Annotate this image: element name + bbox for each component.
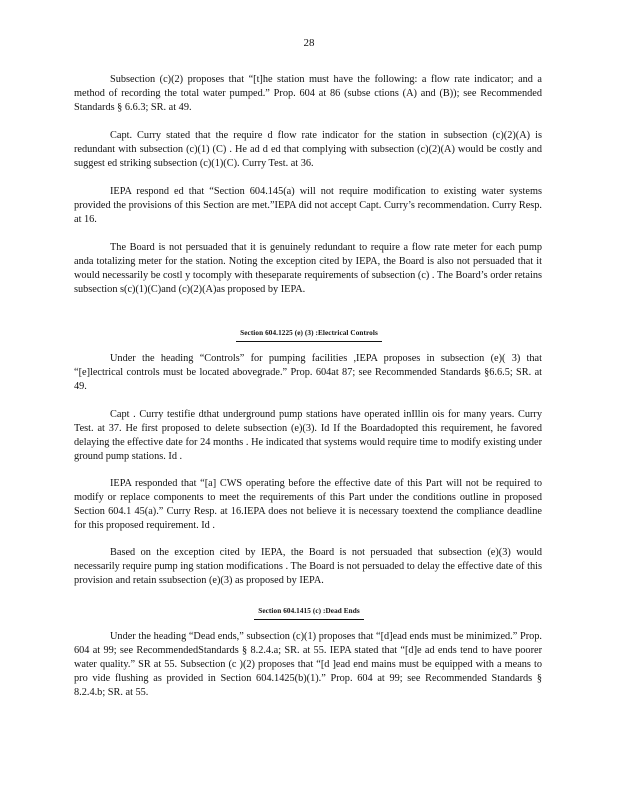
- heading-text: Section 604.1415 (c) :Dead Ends: [254, 604, 364, 620]
- paragraph-underground-pump-stations: Capt . Curry testifie dthat underground pump stations have operated inIllin ois for many years. Curry Test. at 37. He first proposed to delete subsection (e)(3). Id If the Boardadopted this requirement, he favored delaying the effective date for 24 months . He indicated that systems would require time to modify existing under ground pump stations. Id .: [74, 409, 542, 463]
- paragraph-cws-operating: IEPA responded that “[a] CWS operating before the effective date of this Part will not be required to modify or replace components to meet the requirements of this Part under the conditions outline in proposed Section 604.1 45(a).” Curry Resp. at 16.IEPA does not believe it is necessary toextend the compliance deadline for this proposed requirement. Id .: [74, 478, 542, 532]
- paragraph-controls-heading: Under the heading “Controls” for pumping facilities ,IEPA proposes in subsection (e)( 3) that “[e]lectrical controls must be located abovegrade.” Prop. 604at 87; see Recommended Standards §6.6.5; SR. at 49.: [74, 353, 542, 393]
- heading-text: Section 604.1225 (e) (3) :Electrical Controls: [236, 326, 382, 342]
- paragraph-curry-redundant: Capt. Curry stated that the require d flow rate indicator for the station in subsection (c)(2)(A) is redundant with subsection (c)(1) (C) . He ad d ed that complying with subsection (c)(2)(A) would be costly and suggest ed striking subsection (c)(1)(C). Curry Test. at 36.: [74, 130, 542, 170]
- section-heading-electrical-controls: [0, 326, 618, 342]
- paragraph-dead-ends: Under the heading “Dead ends,” subsection (c)(1) proposes that “[d]ead ends must be minimized.” Prop. 604 at 99; see RecommendedStandards § 8.2.4.a; SR. at 55. IEPA stated that “[d]e ad ends tend to have poorer water quality.” SR at 55. Subsection (c )(2) proposes that “[d ]ead end mains must be equipped with a means to pro vide flushing as provided in Section 604.1425(b)(1).” Prop. 604 at 99; see Recommended Standards § 8.2.4.b; SR. at 55.: [74, 631, 542, 699]
- paragraph-iepa-response: IEPA respond ed that “Section 604.145(a) will not require modification to existing water systems provided the provisions of this Section are met.”IEPA did not accept Capt. Curry’s recommendation. Curry Resp. at 16.: [74, 186, 542, 226]
- paragraph-board-retains: Based on the exception cited by IEPA, the Board is not persuaded that subsection (e)(3) would necessarily require pump ing station modifications . The Board is not persuaded to delay the effective date of this provision and retain ssubsection (e)(3) as proposed by IEPA.: [74, 547, 542, 587]
- paragraph-board-not-persuaded: The Board is not persuaded that it is genuinely redundant to require a flow rate meter for each pump anda totalizing meter for the station. Noting the exception cited by IEPA, the Board is also not persuaded that it would necessarily be costl y tocomply with theseparate requirements of subsection (c) . The Board’s order retains subsection s(c)(1)(C)and (c)(2)(A)as proposed by IEPA.: [74, 242, 542, 296]
- section-heading-dead-ends: [0, 604, 618, 620]
- page-number: 28: [303, 37, 315, 49]
- paragraph-flow-rate-indicator: Subsection (c)(2) proposes that “[t]he station must have the following: a flow rate indicator; and a method of recording the total water pumped.” Prop. 604 at 86 (subse ctions (A) and (B)); see Recommended Standards § 6.6.3; SR. at 49.: [74, 74, 542, 114]
